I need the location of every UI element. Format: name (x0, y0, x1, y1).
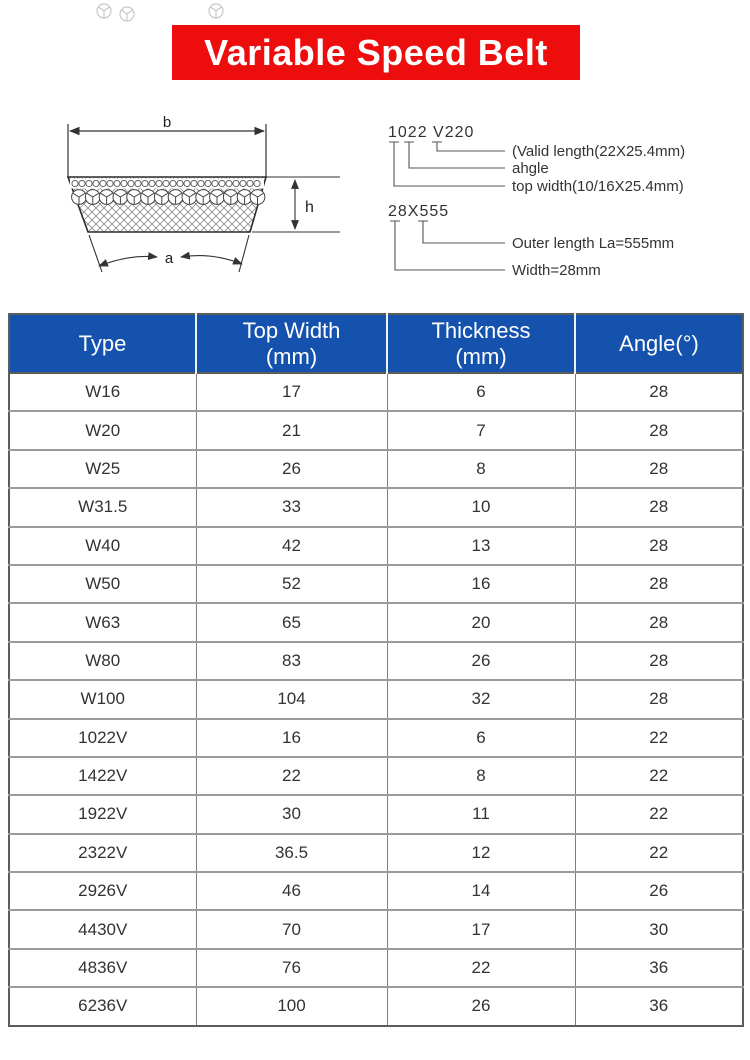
cell-angle: 22 (575, 834, 743, 872)
cell-type: 1922V (9, 795, 196, 833)
column-header-angle (575, 314, 743, 373)
cell-top-width: 26 (196, 450, 387, 488)
belt-body (68, 177, 266, 232)
cell-angle: 28 (575, 411, 743, 449)
cell-thickness: 14 (387, 872, 575, 910)
table-row (9, 450, 743, 488)
cell-top-width: 42 (196, 527, 387, 565)
belt-code-2-leaders (390, 221, 505, 270)
cell-type: W50 (9, 565, 196, 603)
dimension-label-h: h (305, 199, 314, 216)
cell-angle: 28 (575, 603, 743, 641)
y-circle-icon (97, 4, 223, 21)
header-line: Top Width (242, 317, 341, 343)
belt-pattern-glyphs (90, 0, 240, 26)
cell-thickness: 10 (387, 488, 575, 526)
cell-top-width: 100 (196, 987, 387, 1025)
cell-top-width: 36.5 (196, 834, 387, 872)
cell-angle: 36 (575, 987, 743, 1025)
title-banner (172, 25, 580, 80)
cell-type: W31.5 (9, 488, 196, 526)
cell-top-width: 33 (196, 488, 387, 526)
cell-angle: 26 (575, 872, 743, 910)
valid-length-note: (Valid length(22X25.4mm) (512, 143, 686, 160)
cell-top-width: 83 (196, 642, 387, 680)
table-row (9, 373, 743, 411)
table-row (9, 680, 743, 718)
cell-angle: 30 (575, 910, 743, 948)
belt-code-1-leaders (389, 142, 505, 186)
cell-type: 4430V (9, 910, 196, 948)
belt-cross-section-diagram (35, 108, 365, 308)
table-row (9, 834, 743, 872)
cell-thickness: 6 (387, 373, 575, 411)
cell-top-width: 104 (196, 680, 387, 718)
spec-table (8, 313, 744, 1027)
table-row (9, 910, 743, 948)
cell-type: 4836V (9, 949, 196, 987)
cell-thickness: 6 (387, 719, 575, 757)
page-title: Variable Speed Belt (204, 31, 548, 73)
cell-angle: 22 (575, 757, 743, 795)
column-header-thickness (387, 314, 575, 373)
table-row (9, 757, 743, 795)
header-line: Angle(°) (619, 330, 699, 356)
table-row (9, 987, 743, 1025)
cell-angle: 28 (575, 680, 743, 718)
table-row (9, 488, 743, 526)
cell-angle: 28 (575, 488, 743, 526)
cell-thickness: 12 (387, 834, 575, 872)
outer-length-note: Outer length La=555mm (512, 235, 675, 252)
cell-thickness: 7 (387, 411, 575, 449)
table-row (9, 795, 743, 833)
cell-type: 2322V (9, 834, 196, 872)
cell-top-width: 65 (196, 603, 387, 641)
cell-angle: 28 (575, 527, 743, 565)
cell-thickness: 11 (387, 795, 575, 833)
cell-angle: 22 (575, 795, 743, 833)
cell-type: 1422V (9, 757, 196, 795)
width-b-dimension (68, 124, 266, 177)
spec-table-header (9, 314, 743, 373)
cell-top-width: 21 (196, 411, 387, 449)
cell-top-width: 52 (196, 565, 387, 603)
column-header-type (9, 314, 196, 373)
header-line: (mm) (455, 343, 507, 369)
table-row (9, 949, 743, 987)
cell-type: W16 (9, 373, 196, 411)
table-row (9, 872, 743, 910)
header-line: Thickness (431, 317, 531, 343)
cell-top-width: 16 (196, 719, 387, 757)
width-note: Width=28mm (512, 262, 601, 279)
cell-top-width: 76 (196, 949, 387, 987)
top-width-note: top width(10/16X25.4mm) (512, 178, 684, 195)
height-h-dimension (252, 177, 340, 232)
cell-type: W63 (9, 603, 196, 641)
belt-code-2: 28X555 (388, 203, 450, 220)
cell-top-width: 22 (196, 757, 387, 795)
header-line: Type (78, 330, 127, 356)
cell-thickness: 8 (387, 450, 575, 488)
cell-type: 1022V (9, 719, 196, 757)
column-header-top-width (196, 314, 387, 373)
cell-thickness: 8 (387, 757, 575, 795)
dimension-label-b: b (162, 114, 172, 131)
belt-code-annotations (368, 108, 743, 293)
spec-table-body (9, 373, 743, 1026)
dimension-label-a: a (164, 250, 174, 267)
cell-thickness: 32 (387, 680, 575, 718)
table-row (9, 411, 743, 449)
cell-thickness: 16 (387, 565, 575, 603)
cell-angle: 28 (575, 450, 743, 488)
cell-thickness: 17 (387, 910, 575, 948)
cell-top-width: 70 (196, 910, 387, 948)
cell-thickness: 26 (387, 642, 575, 680)
cell-type: W25 (9, 450, 196, 488)
table-row (9, 603, 743, 641)
cell-type: W40 (9, 527, 196, 565)
header-line: (mm) (265, 343, 318, 369)
cell-type: 6236V (9, 987, 196, 1025)
angle-note: ahgle (512, 160, 549, 177)
cell-type: 2926V (9, 872, 196, 910)
table-row (9, 565, 743, 603)
cell-angle: 36 (575, 949, 743, 987)
cell-angle: 28 (575, 373, 743, 411)
cell-type: W100 (9, 680, 196, 718)
table-row (9, 527, 743, 565)
cell-thickness: 26 (387, 987, 575, 1025)
cell-angle: 28 (575, 642, 743, 680)
table-row (9, 719, 743, 757)
cell-thickness: 13 (387, 527, 575, 565)
cell-type: W80 (9, 642, 196, 680)
cell-thickness: 22 (387, 949, 575, 987)
cell-top-width: 17 (196, 373, 387, 411)
cell-angle: 22 (575, 719, 743, 757)
cell-top-width: 46 (196, 872, 387, 910)
belt-code-1: 1022 V220 (388, 124, 475, 141)
cell-top-width: 30 (196, 795, 387, 833)
table-row (9, 642, 743, 680)
cell-type: W20 (9, 411, 196, 449)
cell-angle: 28 (575, 565, 743, 603)
cell-thickness: 20 (387, 603, 575, 641)
